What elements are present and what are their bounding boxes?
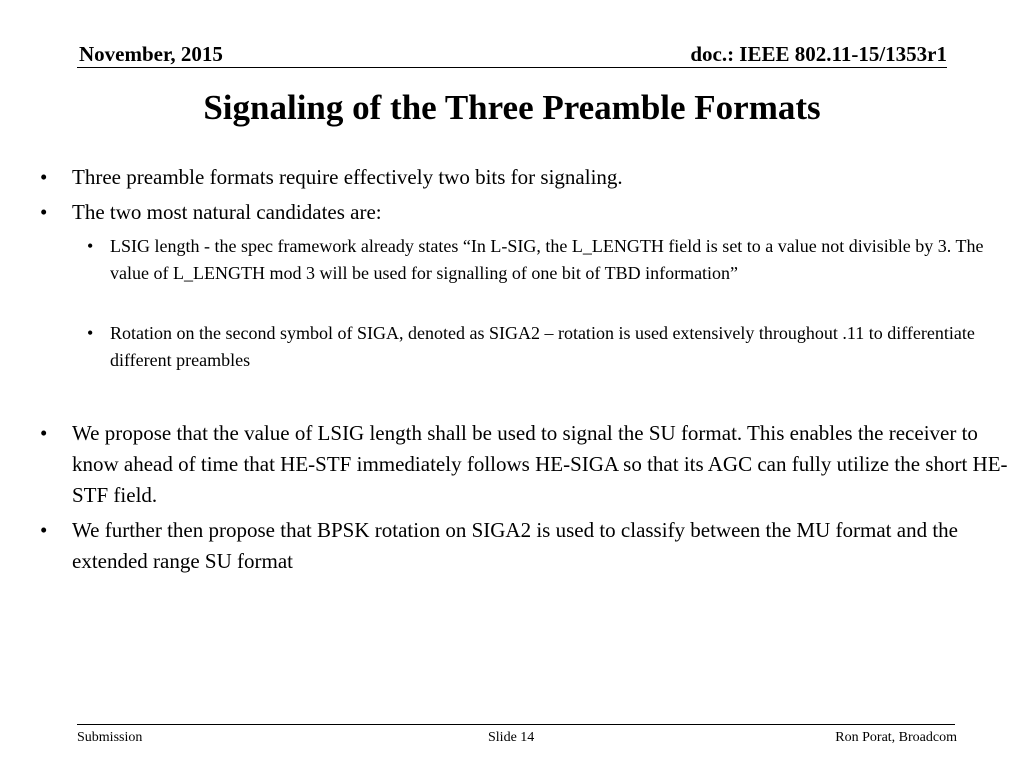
- header-doc-id: doc.: IEEE 802.11-15/1353r1: [690, 42, 947, 66]
- bullet-marker: •: [40, 200, 48, 224]
- footer-slide-number: Slide 14: [488, 730, 535, 745]
- footer-author: Ron Porat, Broadcom: [835, 730, 957, 745]
- sub-bullet-text: LSIG length - the spec framework already states “In L-SIG, the L_LENGTH field is set to a value not divisible by 3. The value of L_LENGTH mod 3 will be used for signalling of one bit of TBD information”: [110, 236, 984, 283]
- sub-bullet-text: Rotation on the second symbol of SIGA, denoted as SIGA2 – rotation is used extensively throughout .11 to differentiate different preambles: [110, 323, 975, 370]
- footer-divider: [77, 724, 955, 725]
- bullet-marker: •: [40, 518, 48, 542]
- bullet-text: We further then propose that BPSK rotation on SIGA2 is used to classify between the MU format and the extended range SU format: [72, 518, 958, 573]
- slide-title: Signaling of the Three Preamble Formats: [203, 88, 821, 127]
- header-date: November, 2015: [79, 42, 223, 66]
- bullet-text: We propose that the value of LSIG length shall be used to signal the SU format. This enables the receiver to know ahead of time that HE-STF immediately follows HE-SIGA so that its AGC can fully utilize the short HE-STF field.: [72, 421, 1008, 507]
- bullet-marker: •: [40, 165, 48, 189]
- bullet-marker: •: [87, 236, 94, 256]
- bullet-marker: •: [87, 323, 94, 343]
- bullet-marker: •: [40, 421, 48, 445]
- bullet-text: Three preamble formats require effectively two bits for signaling.: [72, 165, 623, 189]
- bullet-text: The two most natural candidates are:: [72, 200, 382, 224]
- footer-submission: Submission: [77, 730, 143, 745]
- header-divider: [77, 67, 947, 68]
